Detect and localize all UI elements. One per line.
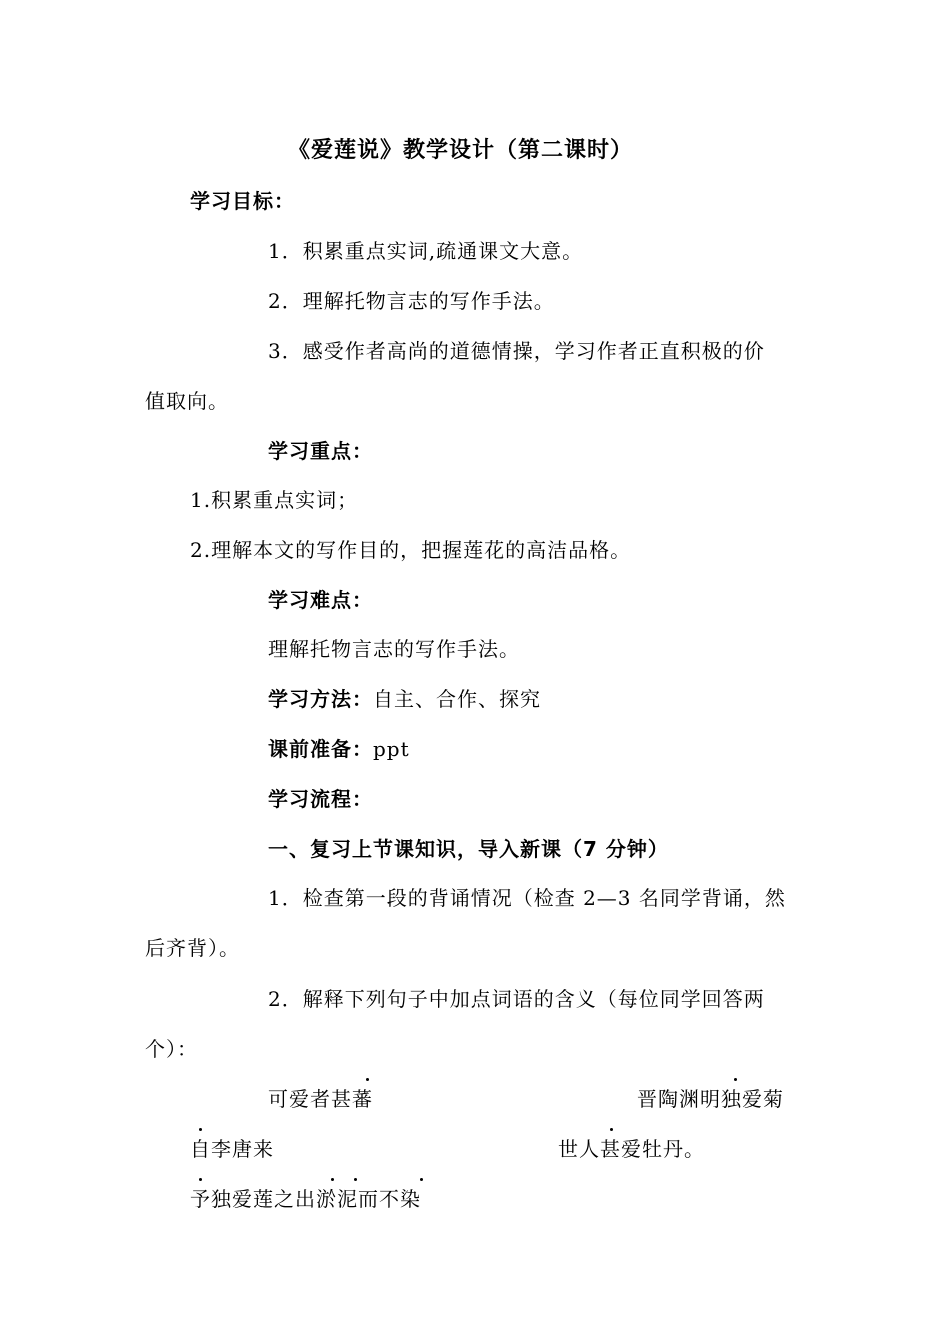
preparation-value: ppt bbox=[373, 737, 410, 761]
step-line: 2．解释下列句子中加点词语的含义（每位同学回答两 bbox=[268, 987, 765, 1011]
classical-sentence: 自李唐来 bbox=[190, 1137, 274, 1161]
difficulties-heading: 学习难点： bbox=[268, 588, 373, 612]
classical-sentence: 世人甚爱牡丹。 bbox=[558, 1137, 705, 1161]
difficulties-text: 理解托物言志的写作手法。 bbox=[268, 637, 520, 661]
classical-sentence: 予独爱莲之出淤泥而不染 bbox=[190, 1187, 421, 1211]
emphasis-dot bbox=[354, 1178, 357, 1181]
key-points-heading: 学习重点： bbox=[268, 439, 373, 463]
objective-item: 2．理解托物言志的写作手法。 bbox=[268, 289, 555, 313]
step-line: 1．检查第一段的背诵情况（检查 2—3 名同学背诵，然 bbox=[268, 886, 786, 910]
emphasis-dot bbox=[366, 1078, 369, 1081]
section-heading: 一、复习上节课知识，导入新课（7 分钟） bbox=[268, 837, 669, 861]
method-label: 学习方法： bbox=[268, 687, 373, 711]
classical-sentence: 晋陶渊明独爱菊 bbox=[637, 1087, 784, 1111]
preparation-label: 课前准备： bbox=[268, 737, 373, 761]
step-line-continuation: 后齐背）。 bbox=[145, 936, 240, 960]
classical-sentence: 可爱者甚蕃 bbox=[268, 1087, 373, 1111]
objective-item: 1．积累重点实词,疏通课文大意。 bbox=[268, 239, 584, 263]
document-title: 《爱莲说》教学设计（第二课时） bbox=[288, 138, 634, 163]
method-value: 自主、合作、探究 bbox=[373, 687, 541, 711]
process-heading: 学习流程： bbox=[268, 787, 373, 811]
emphasis-dot bbox=[610, 1128, 613, 1131]
emphasis-dot bbox=[199, 1178, 202, 1181]
key-point-item: 2.理解本文的写作目的，把握莲花的高洁品格。 bbox=[190, 538, 632, 562]
emphasis-dot bbox=[331, 1178, 334, 1181]
emphasis-dot bbox=[734, 1078, 737, 1081]
preparation-line bbox=[268, 737, 410, 761]
method-line bbox=[268, 687, 541, 711]
emphasis-dot bbox=[199, 1128, 202, 1131]
emphasis-dot bbox=[420, 1178, 423, 1181]
objective-item-continuation: 值取向。 bbox=[145, 389, 229, 413]
key-point-item: 1.积累重点实词； bbox=[190, 488, 359, 512]
objectives-heading: 学习目标： bbox=[190, 189, 295, 213]
objective-item: 3．感受作者高尚的道德情操，学习作者正直积极的价 bbox=[268, 339, 765, 363]
step-line-continuation: 个）： bbox=[145, 1037, 198, 1061]
